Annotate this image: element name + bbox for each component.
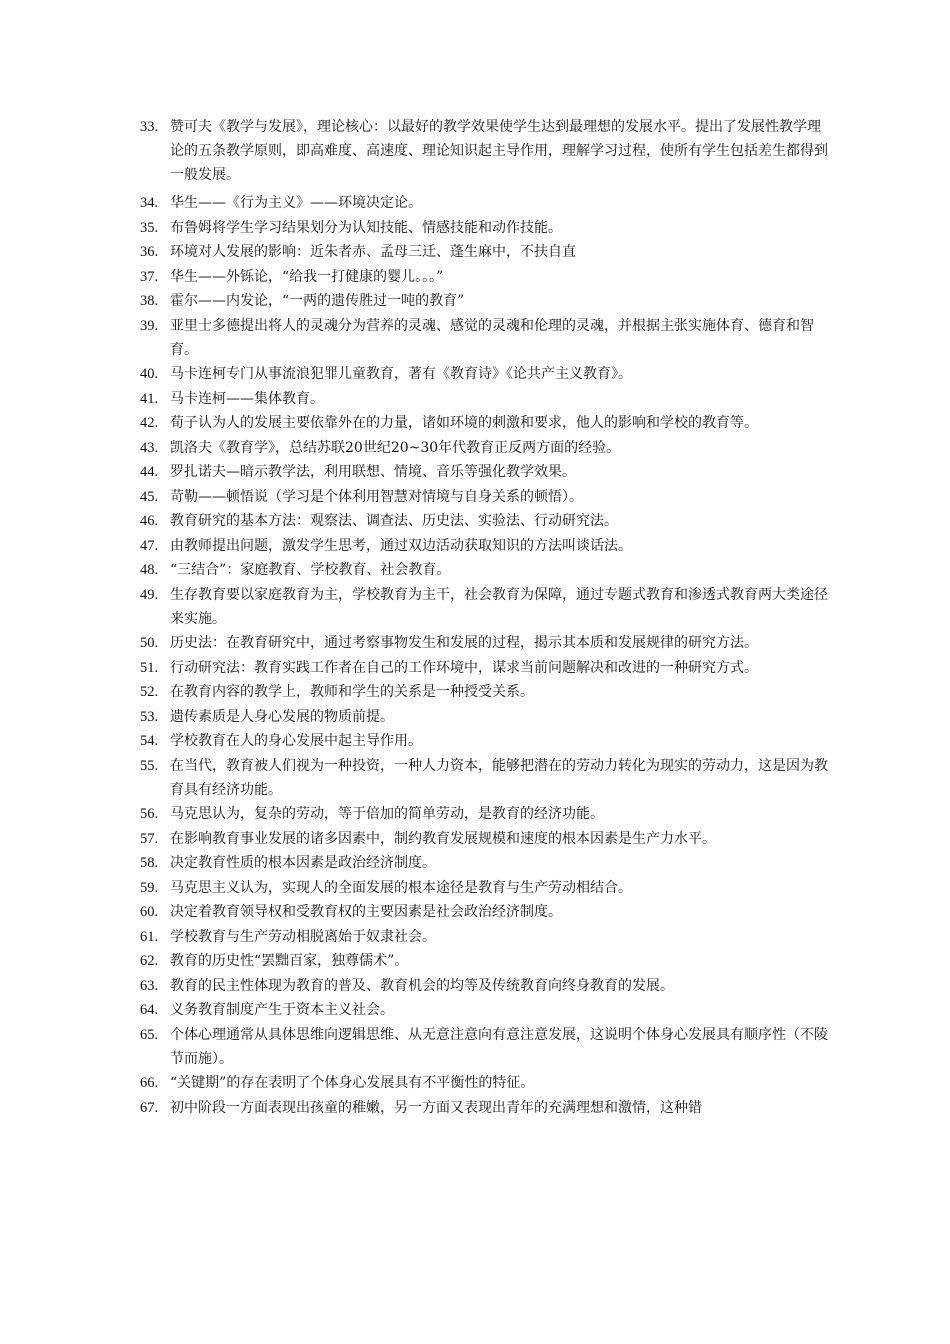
item-text: 华生——外铄论，“给我一打健康的婴儿。。。” bbox=[170, 268, 444, 285]
item-number: 38. bbox=[140, 293, 159, 309]
numbered-list bbox=[140, 115, 830, 1120]
item-text: 决定教育性质的根本因素是政治经济制度。 bbox=[170, 855, 436, 871]
item-text: 布鲁姆将学生学习结果划分为认知技能、情感技能和动作技能。 bbox=[170, 219, 562, 236]
list-item bbox=[140, 802, 830, 826]
list-item bbox=[140, 191, 830, 215]
item-number: 45. bbox=[140, 488, 159, 505]
list-item bbox=[140, 460, 830, 484]
item-number: 47. bbox=[140, 537, 159, 554]
item-text: 马克思主义认为，实现人的全面发展的根本途径是教育与生产劳动相结合。 bbox=[170, 879, 632, 896]
list-item bbox=[140, 216, 830, 240]
list-item bbox=[140, 314, 830, 362]
item-text: 个体心理通常从具体思维向逻辑思维、从无意注意向有意注意发展，这说明个体身心发展具有顺序性（不陵节而施）。 bbox=[170, 1026, 828, 1067]
list-item bbox=[140, 558, 830, 582]
list-item bbox=[140, 436, 830, 460]
item-number: 33. bbox=[140, 119, 159, 135]
item-text: 初中阶段一方面表现出孩童的稚嫩，另一方面又表现出青年的充满理想和激情，这种错 bbox=[170, 1099, 702, 1116]
item-text: 义务教育制度产生于资本主义社会。 bbox=[170, 1002, 394, 1018]
item-number: 44. bbox=[140, 464, 159, 480]
list-item bbox=[140, 115, 830, 187]
item-number: 56. bbox=[140, 806, 159, 822]
item-text: 历史法：在教育研究中，通过考察事物发生和发展的过程，揭示其本质和发展规律的研究方法。 bbox=[170, 635, 758, 651]
item-number: 50. bbox=[140, 635, 159, 651]
list-item bbox=[140, 240, 830, 264]
list-item bbox=[140, 362, 830, 386]
item-number: 37. bbox=[140, 268, 159, 285]
item-text: 罗扎诺夫—暗示教学法，利用联想、情境、音乐等强化教学效果。 bbox=[170, 464, 576, 480]
item-text: 在教育内容的教学上，教师和学生的关系是一种授受关系。 bbox=[170, 684, 534, 700]
item-number: 60. bbox=[140, 904, 159, 920]
item-text: 赞可夫《教学与发展》，理论核心：以最好的教学效果使学生达到最理想的发展水平。提出了发展性教学理论的五条教学原则，即高难度、高速度、理论知识起主导作用，理解学习过程，使所有学生包括差生都得到一般发展。 bbox=[170, 119, 828, 183]
item-number: 64. bbox=[140, 1002, 159, 1018]
item-number: 36. bbox=[140, 244, 159, 260]
item-number: 52. bbox=[140, 684, 159, 700]
item-number: 57. bbox=[140, 830, 159, 847]
item-number: 63. bbox=[140, 977, 159, 994]
item-text: 在影响教育事业发展的诸多因素中，制约教育发展规模和速度的根本因素是生产力水平。 bbox=[170, 830, 716, 847]
item-number: 35. bbox=[140, 219, 159, 236]
list-item bbox=[140, 729, 830, 753]
item-text: 教育研究的基本方法：观察法、调查法、历史法、实验法、行动研究法。 bbox=[170, 513, 618, 529]
item-text: 霍尔——内发论，“一两的遗传胜过一吨的教育” bbox=[170, 293, 465, 309]
list-item bbox=[140, 1071, 830, 1095]
item-number: 66. bbox=[140, 1075, 159, 1091]
item-number: 67. bbox=[140, 1099, 159, 1116]
item-text: 行动研究法：教育实践工作者在自己的工作环境中，谋求当前问题解决和改进的一种研究方式。 bbox=[170, 659, 758, 676]
item-number: 54. bbox=[140, 733, 159, 749]
item-number: 55. bbox=[140, 757, 159, 774]
item-number: 62. bbox=[140, 953, 159, 969]
list-item bbox=[140, 754, 830, 802]
item-text: 苛勒——顿悟说（学习是个体利用智慧对情境与自身关系的顿悟）。 bbox=[170, 488, 583, 505]
list-item bbox=[140, 265, 830, 289]
item-text: 环境对人发展的影响：近朱者赤、孟母三迁、蓬生麻中，不扶自直 bbox=[170, 244, 576, 260]
item-text: 马克思认为，复杂的劳动，等于倍加的简单劳动，是教育的经济功能。 bbox=[170, 806, 604, 822]
item-number: 43. bbox=[140, 439, 159, 456]
list-item bbox=[140, 485, 830, 509]
list-item bbox=[140, 949, 830, 973]
item-number: 65. bbox=[140, 1026, 159, 1043]
item-text: 凯洛夫《教育学》，总结苏联20世纪20~30年代教育正反两方面的经验。 bbox=[170, 439, 621, 456]
item-text: 教育的民主性体现为教育的普及、教育机会的均等及传统教育向终身教育的发展。 bbox=[170, 977, 674, 994]
item-number: 41. bbox=[140, 390, 159, 407]
list-item bbox=[140, 900, 830, 924]
list-item bbox=[140, 534, 830, 558]
list-item bbox=[140, 680, 830, 704]
item-text: 由教师提出问题，激发学生思考，通过双边活动获取知识的方法叫谈话法。 bbox=[170, 537, 632, 554]
item-number: 58. bbox=[140, 855, 159, 871]
item-number: 40. bbox=[140, 366, 159, 382]
list-item bbox=[140, 1023, 830, 1071]
list-item bbox=[140, 583, 830, 631]
item-text: “关键期”的存在表明了个体身心发展具有不平衡性的特征。 bbox=[170, 1075, 535, 1091]
item-number: 53. bbox=[140, 708, 159, 725]
list-item bbox=[140, 705, 830, 729]
item-text: 亚里士多德提出将人的灵魂分为营养的灵魂、感觉的灵魂和伦理的灵魂，并根据主张实施体育、德育和智育。 bbox=[170, 317, 814, 358]
item-text: “三结合”：家庭教育、学校教育、社会教育。 bbox=[170, 562, 451, 578]
item-number: 48. bbox=[140, 562, 159, 578]
item-number: 61. bbox=[140, 928, 159, 945]
list-item bbox=[140, 827, 830, 851]
list-item bbox=[140, 289, 830, 313]
list-item bbox=[140, 509, 830, 533]
list-item bbox=[140, 387, 830, 411]
item-number: 59. bbox=[140, 879, 159, 896]
item-number: 51. bbox=[140, 659, 159, 676]
item-text: 遗传素质是人身心发展的物质前提。 bbox=[170, 708, 394, 725]
item-number: 34. bbox=[140, 195, 159, 211]
item-text: 荀子认为人的发展主要依靠外在的力量，诸如环境的刺激和要求，他人的影响和学校的教育等。 bbox=[170, 415, 758, 431]
item-text: 决定着教育领导权和受教育权的主要因素是社会政治经济制度。 bbox=[170, 904, 562, 920]
item-number: 39. bbox=[140, 317, 159, 334]
item-number: 49. bbox=[140, 586, 159, 603]
item-number: 42. bbox=[140, 415, 159, 431]
list-item bbox=[140, 1096, 830, 1120]
list-item bbox=[140, 876, 830, 900]
list-item bbox=[140, 925, 830, 949]
list-item bbox=[140, 851, 830, 875]
item-text: 学校教育在人的身心发展中起主导作用。 bbox=[170, 733, 422, 749]
item-number: 46. bbox=[140, 513, 159, 529]
list-item bbox=[140, 411, 830, 435]
item-text: 马卡连柯——集体教育。 bbox=[170, 390, 324, 407]
list-item bbox=[140, 631, 830, 655]
item-text: 教育的历史性“罢黜百家，独尊儒术”。 bbox=[170, 953, 409, 969]
list-item bbox=[140, 998, 830, 1022]
item-text: 学校教育与生产劳动相脱离始于奴隶社会。 bbox=[170, 928, 436, 945]
item-text: 生存教育要以家庭教育为主，学校教育为主干，社会教育为保障，通过专题式教育和渗透式教育两大类途径来实施。 bbox=[170, 586, 828, 627]
item-text: 马卡连柯专门从事流浪犯罪儿童教育，著有《教育诗》《论共产主义教育》。 bbox=[170, 366, 632, 382]
list-item bbox=[140, 656, 830, 680]
item-text: 在当代，教育被人们视为一种投资，一种人力资本，能够把潜在的劳动力转化为现实的劳动力，这是因为教育具有经济功能。 bbox=[170, 757, 828, 798]
list-item bbox=[140, 974, 830, 998]
item-text: 华生——《行为主义》——环境决定论。 bbox=[170, 195, 422, 211]
